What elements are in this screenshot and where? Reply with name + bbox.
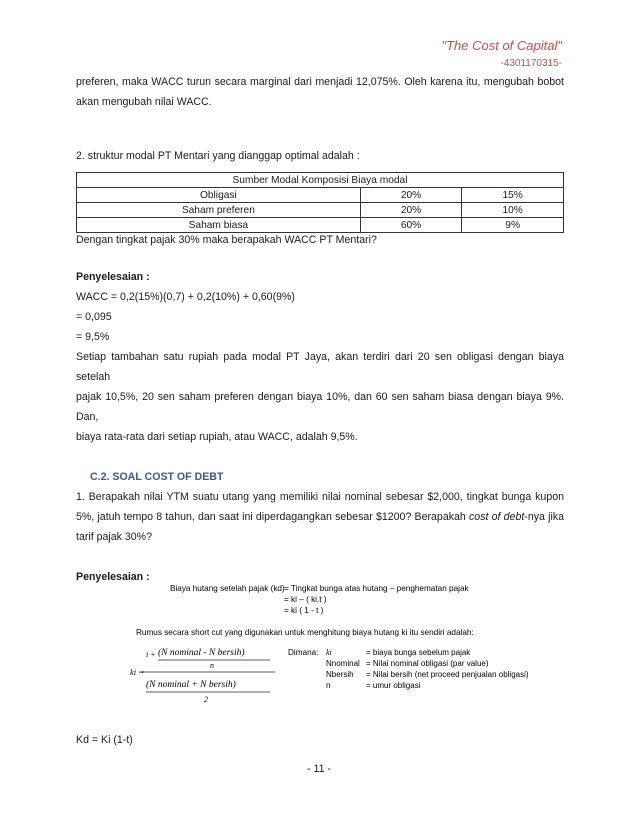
explanation-line-2: pajak 10,5%, 20 sen saham preferen dengan biaya 10%, dan 60 sen saham biasa dengan biaya 9%. Dan, [76, 391, 564, 423]
c2-q-emphasis: cost of debt [469, 511, 525, 523]
page-number: - 11 - [307, 763, 331, 775]
question-2: 2. struktur modal PT Mentari yang dianggap optimal adalah : [76, 150, 360, 162]
intro-line-1: preferen, maka WACC turun secara marginal dari menjadi 12,075%. Oleh karena itu, mengubah bobot [76, 76, 564, 88]
calc-line-3: = 9,5% [76, 331, 110, 343]
formula-where-desc: = Nilai bersih (net proceed penjualan obligasi) [366, 670, 529, 679]
explanation-line-3: biaya rata-rata dari setiap rupiah, atau WACC, adalah 9,5%. [76, 431, 358, 443]
formula-where-desc: = biaya bunga sebelum pajak [366, 648, 471, 657]
table-caption-row [77, 173, 564, 188]
formula-num-n: n [210, 661, 214, 670]
solution-label: Penyelesaian : [76, 271, 150, 283]
calc-line-1: WACC = 0,2(15%)(0,7) + 0,2(10%) + 0,60(9%) [76, 291, 295, 303]
formula-where-desc: = umur obligasi [366, 681, 421, 690]
cost-of-debt-formula-figure [130, 580, 529, 725]
explanation-line-1: Setiap tambahan satu rupiah pada modal PT Jaya, akan terdiri dari 20 sen obligasi dengan biaya setelah [76, 351, 564, 383]
formula-shortcut: Rumus secara short cut yang digunakan untuk menghitung biaya hutang ki itu sendiri adalah: [136, 628, 474, 637]
table-cell-cost: 15% [462, 188, 564, 203]
c2-question-line-1: 1. Berapakah nilai YTM suatu utang yang memiliki nilai nominal sebesar $2,000, tingkat bunga kupon [76, 491, 564, 503]
formula-num-i: i + [146, 650, 156, 659]
table-cell-composition: 20% [360, 203, 462, 218]
table-row [77, 188, 564, 203]
c2-q-part-b: -nya jika [524, 511, 565, 523]
header-code: -4301170315- [500, 58, 562, 69]
calc-line-2: = 0,095 [76, 311, 112, 323]
formula-line-1-label: Biaya hutang setelah pajak (kd) [170, 584, 285, 593]
formula-den-2: 2 [204, 695, 208, 704]
c2-q-part-a: 5%, jatuh tempo 8 tahun, dan saat ini diperdagangkan sebesar $1200? Berapakah [76, 511, 469, 523]
formula-line-2: = ki – ( ki.t ) [284, 595, 327, 604]
header-title: "The Cost of Capital" [441, 38, 562, 53]
formula-where-sym: n [326, 681, 331, 690]
question-2-followup: Dengan tingkat pajak 30% maka berapakah WACC PT Mentari? [76, 234, 377, 246]
formula-den-expr: (N nominal + N bersih) [146, 680, 236, 690]
formula-where-sym: Nnominal [326, 659, 360, 668]
formula-where-sym: ki [326, 648, 332, 657]
section-heading: C.2. SOAL COST OF DEBT [90, 471, 224, 483]
table-cell-cost: 9% [462, 218, 564, 233]
table-cell-cost: 10% [462, 203, 564, 218]
kd-formula: Kd = Ki (1-t) [76, 734, 133, 746]
capital-structure-table [76, 172, 564, 233]
formula-where-desc: = Nilai nominal obligasi (par value) [366, 659, 489, 668]
table-caption: Sumber Modal Komposisi Biaya modal [77, 173, 564, 188]
table-cell-source: Saham preferen [77, 203, 361, 218]
formula-where-label: Dimana: [288, 648, 319, 657]
table-cell-composition: 60% [360, 218, 462, 233]
intro-line-2: akan mengubah nilai WACC. [76, 96, 212, 108]
table-cell-composition: 20% [360, 188, 462, 203]
table-row [77, 218, 564, 233]
c2-solution-label: Penyelesaian : [76, 571, 150, 583]
table-row [77, 203, 564, 218]
c2-question-line-2 [76, 507, 564, 527]
table-cell-source: Obligasi [77, 188, 361, 203]
formula-line-1-def: = Tingkat bunga atas hutang – penghematan pajak [284, 584, 469, 593]
formula-lhs: ki = [130, 667, 144, 677]
c2-question-line-3: tarif pajak 30%? [76, 531, 152, 543]
document-body [76, 72, 564, 587]
formula-line-3: = ki ( 1 - t ) [284, 606, 324, 615]
formula-num-expr: (N nominal - N bersih) [158, 648, 245, 658]
formula-where-sym: Nbersih [326, 670, 354, 679]
table-cell-source: Saham biasa [77, 218, 361, 233]
